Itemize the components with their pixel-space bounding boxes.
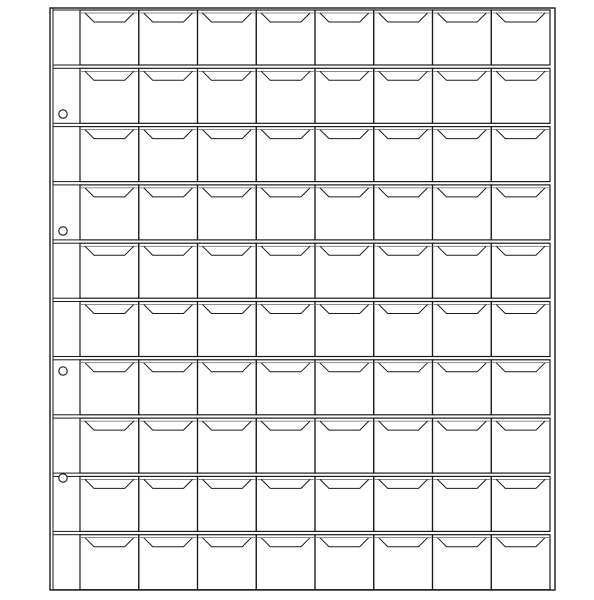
punch-hole-icon: [59, 367, 67, 375]
sheet-border: [50, 8, 555, 590]
punch-hole-icon: [59, 110, 67, 118]
punch-hole-icon: [59, 227, 67, 235]
punch-hole-icon: [59, 474, 67, 482]
sheet-outline: [50, 8, 555, 590]
